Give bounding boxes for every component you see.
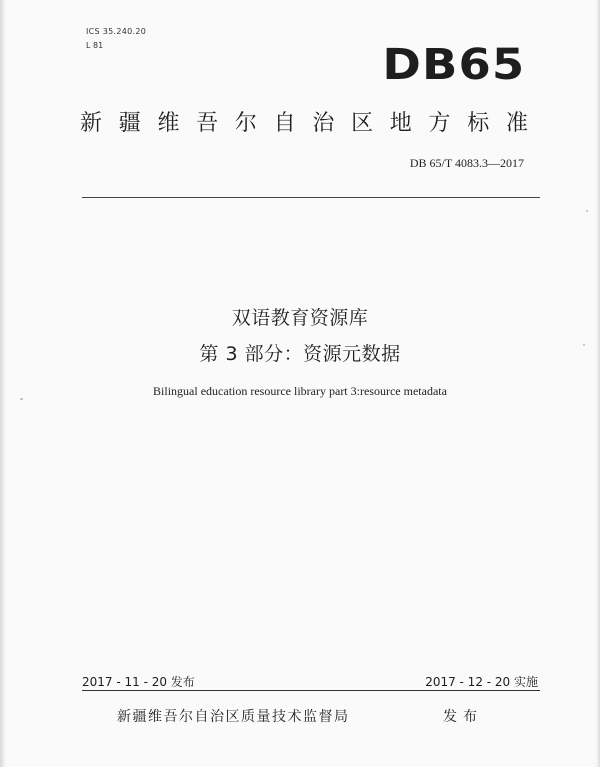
footer-divider (82, 690, 540, 691)
implementation-date: 2017 - 12 - 20 实施 (425, 675, 538, 689)
issue-label: 发布 (443, 709, 483, 725)
title-chinese-line-2: 第 3 部分：资源元数据 (199, 343, 401, 365)
scan-speck (583, 344, 585, 346)
ics-code: ICS 35.240.20 (86, 27, 147, 36)
scan-speck (586, 210, 588, 212)
issue-date: 2017 - 11 - 20 发布 (82, 675, 195, 689)
title-english: Bilingual education resource library part 3:resource metadata (153, 384, 447, 398)
ccs-code: L 81 (86, 41, 104, 50)
scan-speck (20, 398, 23, 400)
standard-type-heading: 新疆维吾尔自治区地方标准 (80, 111, 530, 136)
title-chinese-line-1: 双语教育资源库 (231, 307, 369, 329)
header-divider (82, 197, 540, 198)
issuing-authority: 新疆维吾尔自治区质量技术监督局 (117, 709, 350, 725)
standard-code-logo: DB65 (382, 40, 525, 90)
standard-number: DB 65/T 4083.3—2017 (409, 156, 524, 170)
